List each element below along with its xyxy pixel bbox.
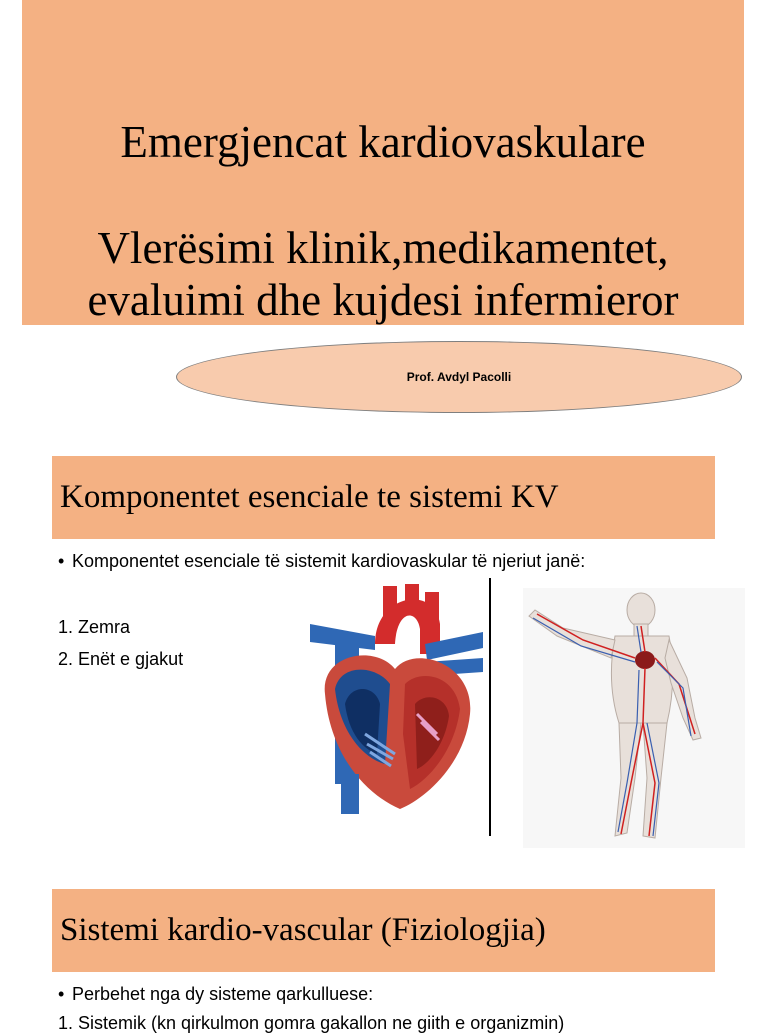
slide3-header: [52, 889, 715, 972]
slide2-bullet-text: Komponentet esenciale të sistemit kardiovaskular të njeriut janë:: [72, 551, 586, 571]
slide-subtitle: [22, 222, 744, 326]
list-item-vessels: 2. Enët e gjakut: [58, 649, 184, 669]
slide3-bullet: [58, 984, 373, 1005]
slide3-title: Sistemi kardio-vascular (Fiziologjia): [60, 912, 546, 948]
heart-anatomy-illustration: [305, 584, 485, 820]
circulatory-system-illustration: [523, 588, 745, 848]
list-item-heart: 1. Zemra: [58, 617, 131, 637]
title-slide-background: [22, 0, 744, 325]
author-name: Prof. Avdyl Pacolli: [406, 370, 512, 384]
slide3-bullet-text: Perbehet nga dy sisteme qarkulluese:: [72, 984, 374, 1004]
bullet-dot: •: [58, 551, 65, 571]
slide2-bullet: [58, 551, 585, 572]
subtitle-line-1: Vlerësimi klinik,medikamentet,: [97, 223, 669, 273]
bullet-dot: •: [58, 984, 65, 1004]
slide-title: Emergjencat kardiovaskulare: [120, 117, 646, 167]
vertical-divider: [489, 578, 491, 836]
slide3-list-item-partial: 1. Sistemik (kn qirkulmon gomra gakallon ne giith e organizmin): [58, 1013, 565, 1033]
slide2-header: [52, 456, 715, 539]
author-oval: [176, 341, 742, 413]
slide2-title: Komponentet esenciale te sistemi KV: [60, 479, 559, 515]
subtitle-line-2: evaluimi dhe kujdesi infermieror: [87, 275, 679, 325]
